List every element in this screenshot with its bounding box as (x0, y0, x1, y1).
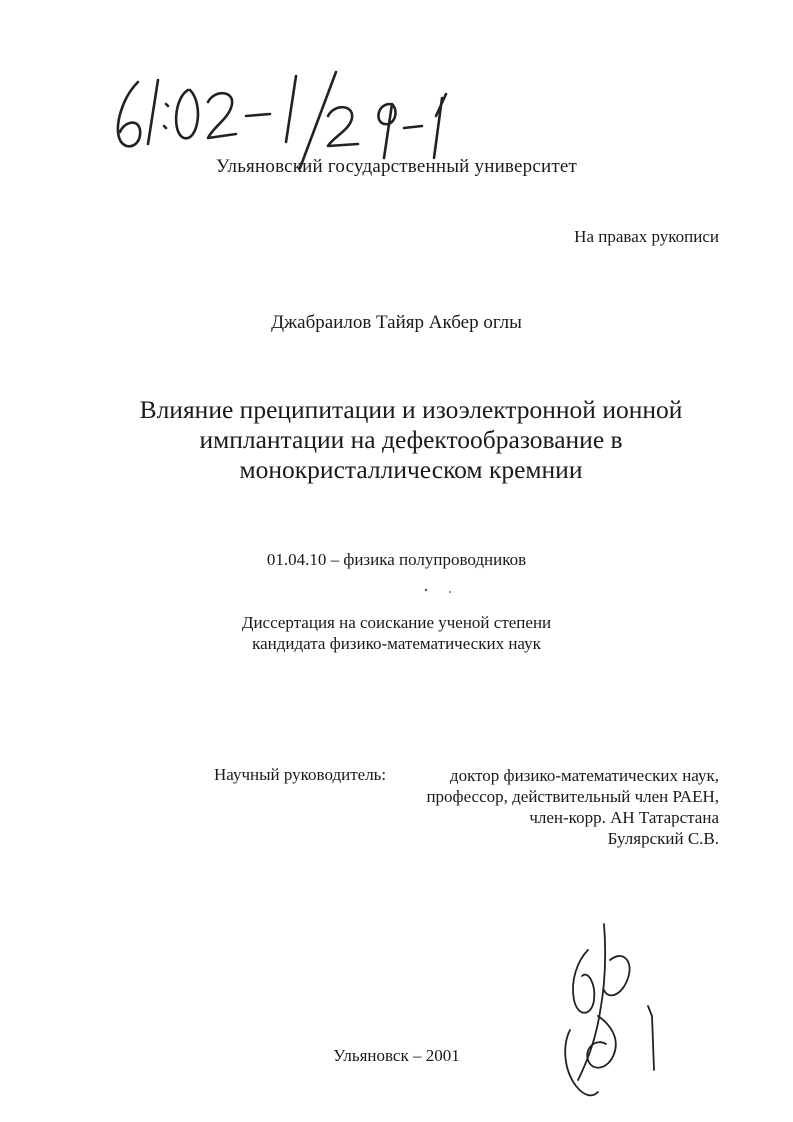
degree-line: кандидата физико-математических наук (252, 634, 541, 653)
university-name: Ульяновский государственный университет (216, 156, 577, 177)
supervisor-name: Булярский С.В. (607, 829, 719, 848)
author-name: Джабраилов Тайяр Акбер оглы (271, 312, 522, 333)
supervisor-label: Научный руководитель: (214, 765, 387, 784)
dissertation-title (96, 395, 726, 485)
supervisor-degree: доктор физико-математических наук, (449, 766, 719, 785)
title-line: монокристаллическом кремнии (239, 455, 583, 484)
supervisor-details (426, 765, 719, 849)
supervisor-academy: член-корр. АН Татарстана (529, 808, 719, 827)
manuscript-rights-note: На правах рукописи (574, 227, 719, 246)
specialty-code: 01.04.10 – физика полупроводников (266, 550, 527, 569)
author-signature (548, 920, 668, 1110)
degree-line: Диссертация на соискание ученой степени (241, 613, 552, 632)
supervisor-titles: профессор, действительный член РАЕН, (426, 787, 719, 806)
city-and-year: Ульяновск – 2001 (333, 1046, 460, 1065)
title-line: Влияние преципитации и изоэлектронной ионной (139, 395, 683, 424)
degree-statement (0, 612, 793, 654)
scan-speck-marks (420, 586, 460, 596)
title-line: имплантации на дефектообразование в (199, 425, 623, 454)
